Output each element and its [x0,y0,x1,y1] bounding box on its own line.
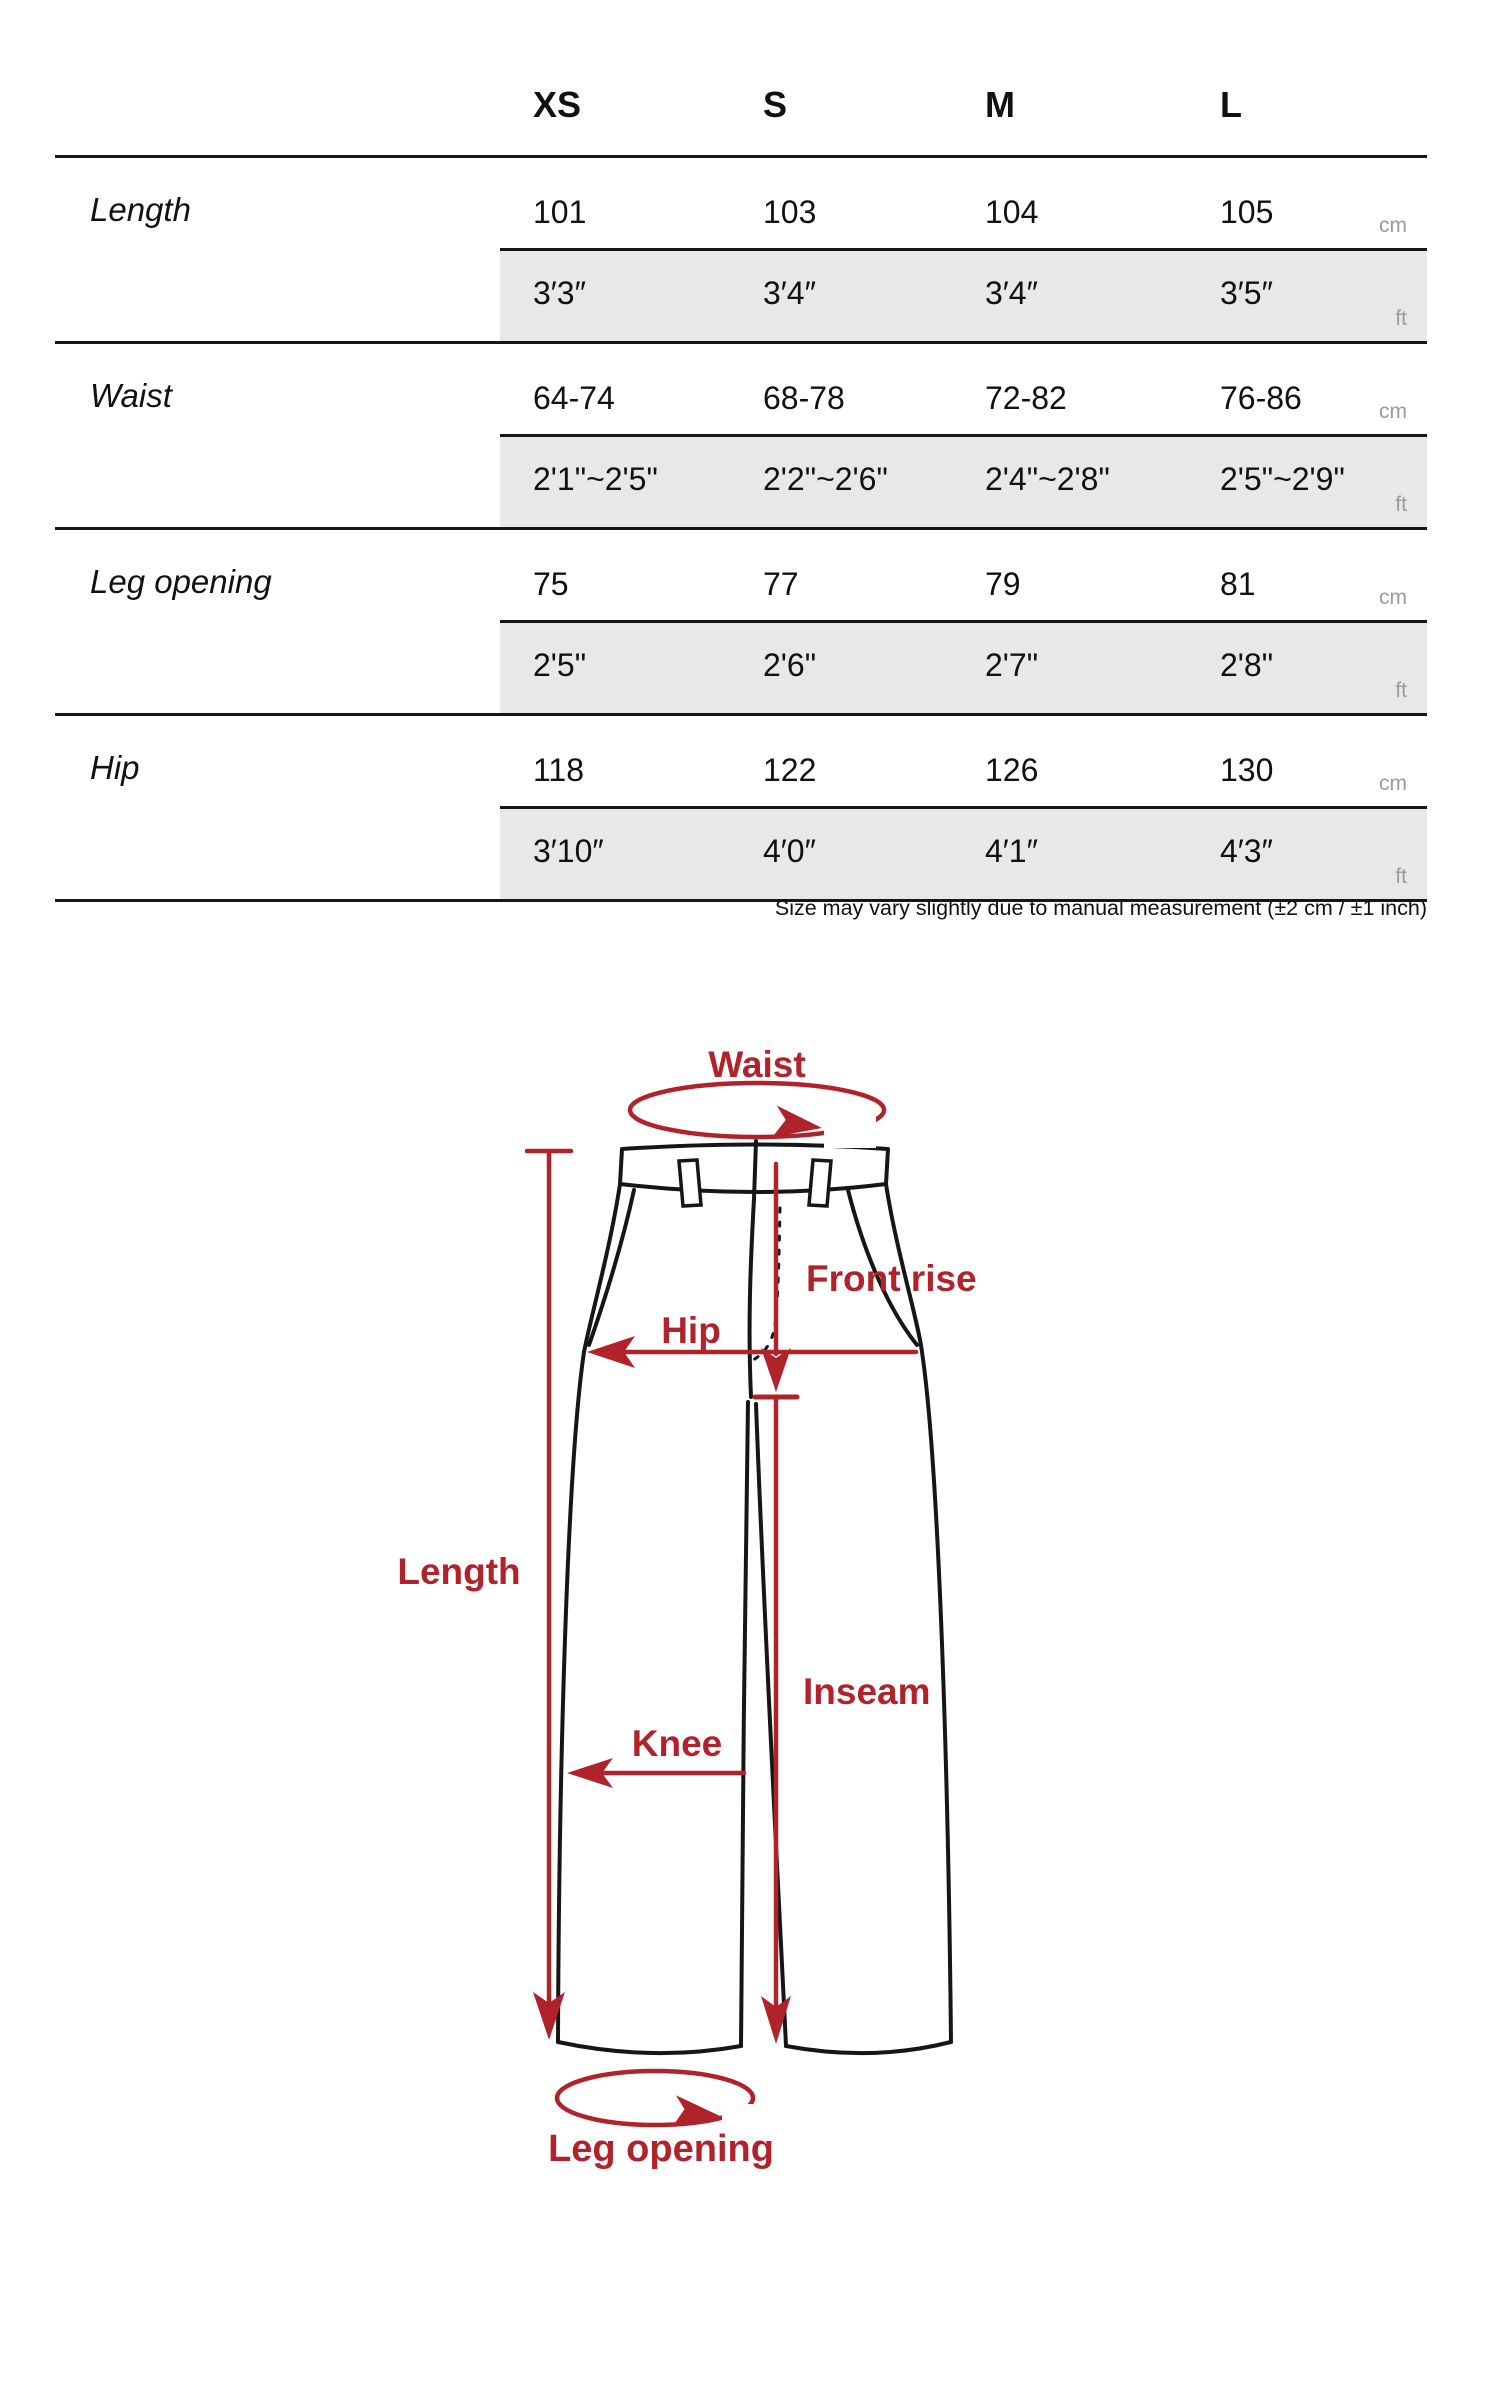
unit-ft: ft [1395,307,1407,330]
cm-value: 101 [533,194,587,230]
unit-ft: ft [1395,679,1407,702]
hip-label: Hip [661,1310,721,1351]
cm-value: 64-74 [533,380,615,416]
ft-value: 3′4″ [985,275,1038,311]
ft-value: 4′0″ [763,833,816,869]
left-hem [558,2042,741,2053]
front-rise-label: Front rise [806,1258,977,1299]
cm-value: 76-86 [1220,380,1302,416]
right-inner-seam [756,1404,786,2046]
ft-value: 4′1″ [985,833,1038,869]
leg-opening-girth-glyph [557,2071,770,2136]
unit-cm: cm [1379,400,1407,423]
inseam-measure [761,1400,791,2044]
unit-cm: cm [1379,772,1407,795]
length-label: Length [397,1551,521,1592]
ft-value: 2'4"~2'8" [985,461,1110,497]
left-pocket-line [589,1190,634,1345]
cm-value: 72-82 [985,380,1067,416]
ft-value: 2'6" [763,647,817,683]
cm-value: 103 [763,194,817,230]
cm-value: 79 [985,566,1021,602]
size-column-header-m: M [985,84,1015,125]
ft-value: 2'5" [533,647,587,683]
left-inner-seam [741,1402,748,2046]
ft-value: 3′3″ [533,275,586,311]
cm-value: 118 [533,752,585,788]
cm-value: 130 [1220,752,1274,788]
size-column-header-s: S [763,84,788,125]
size-table-footnote: Size may vary slightly due to manual measurement (±2 cm / ±1 inch) [774,896,1427,920]
ft-value: 3′4″ [763,275,816,311]
size-column-header-l: L [1220,84,1242,125]
cm-value: 75 [533,566,569,602]
row-label: Leg opening [90,563,272,600]
unit-cm: cm [1379,586,1407,609]
leg-opening-label: Leg opening [548,2128,774,2170]
cm-value: 104 [985,194,1039,230]
cm-value: 77 [763,566,799,602]
unit-ft: ft [1395,865,1407,888]
cm-value: 68-78 [763,380,845,416]
ft-value: 4′3″ [1220,833,1273,869]
ft-value: 2'8" [1220,647,1274,683]
waist-label: Waist [708,1044,806,1085]
belt-loop-left [679,1160,701,1206]
cm-value: 105 [1220,194,1274,230]
ft-value: 3′5″ [1220,275,1273,311]
length-measure [527,1151,571,2040]
ft-value: 2'7" [985,647,1039,683]
cm-value: 122 [763,752,817,788]
unit-cm: cm [1379,214,1407,237]
ft-value: 2'2"~2'6" [763,461,888,497]
row-label: Hip [90,749,140,786]
belt-loop-right [809,1160,831,1206]
row-label: Length [90,191,191,228]
knee-label: Knee [631,1723,723,1764]
right-hem [786,2042,951,2053]
front-rise-measure [755,1164,797,1397]
waist-girth-glyph [630,1083,884,1148]
ft-value: 3′10″ [533,833,604,869]
size-column-header-xs: XS [533,84,582,125]
inseam-label: Inseam [803,1671,931,1712]
measurement-annotations [527,1083,916,2136]
ft-value: 2'5"~2'9" [1220,461,1345,497]
cm-value: 126 [985,752,1039,788]
unit-ft: ft [1395,493,1407,516]
row-label: Waist [90,377,172,414]
ft-value: 2'1"~2'5" [533,461,658,497]
left-outer-seam [558,1184,620,2042]
cm-value: 81 [1220,566,1256,602]
